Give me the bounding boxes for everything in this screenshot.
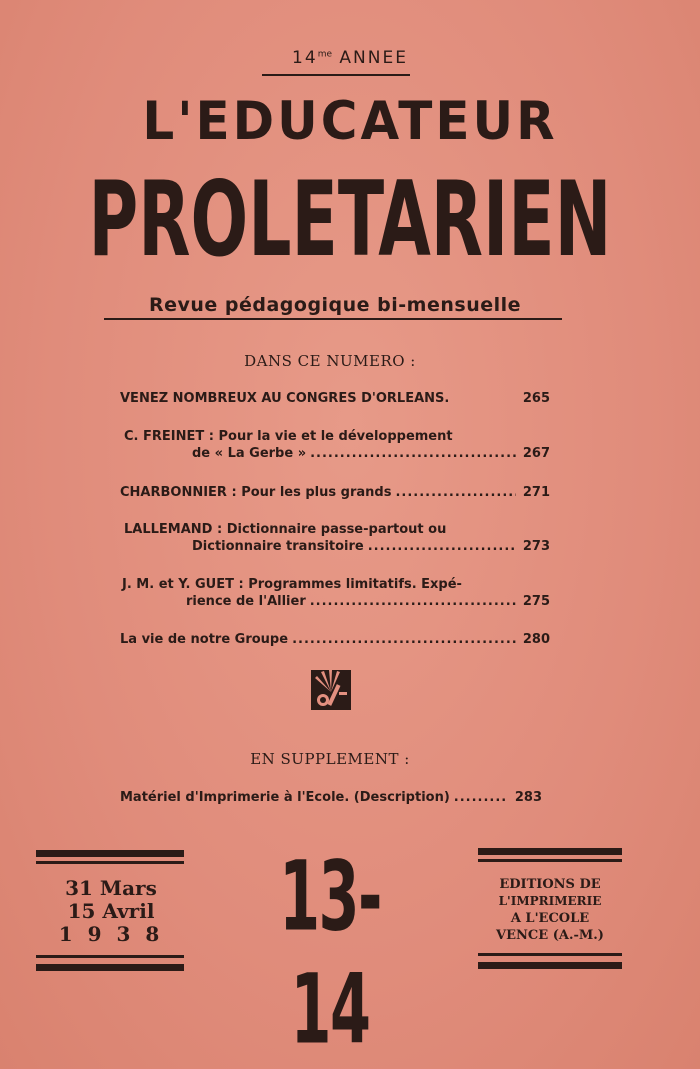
toc-entry-page: 271 — [522, 485, 550, 500]
supplement-heading: EN SUPPLEMENT : — [250, 750, 410, 768]
publisher-line-3: A L'ECOLE — [510, 911, 590, 926]
supplement-entry — [120, 789, 542, 806]
issue-date-line-1: 31 Mars — [65, 876, 157, 900]
year-underline — [262, 74, 410, 76]
toc-entry-title: La vie de notre Groupe — [120, 632, 289, 647]
toc-entry-title: VENEZ NOMBREUX AU CONGRES D'ORLEANS. — [120, 391, 450, 406]
publisher-line-4: VENCE (A.-M.) — [496, 928, 604, 943]
toc-entry-page: 275 — [522, 594, 550, 609]
toc-entry-page: 265 — [522, 391, 550, 406]
contents-heading: DANS CE NUMERO : — [244, 352, 416, 370]
footer-rule-left-bottom — [36, 964, 184, 971]
toc-entry — [120, 576, 550, 610]
footer-rule-left-top-thin — [36, 861, 184, 864]
footer-rule-right-top — [478, 848, 622, 855]
publisher-line-1: EDITIONS DE — [499, 877, 601, 892]
footer-rule-right-bottom-thin — [478, 953, 622, 956]
toc-entry-title-cont: Dictionnaire transitoire — [192, 539, 364, 554]
issue-date-line-2: 15 Avril — [67, 899, 155, 923]
toc-entry — [120, 428, 550, 462]
toc-entry-title-cont: de « La Gerbe » — [192, 446, 307, 461]
toc-entry — [120, 631, 550, 648]
toc-entry — [120, 390, 550, 407]
toc-entry-page: 273 — [522, 539, 550, 554]
footer-rule-left-bottom-thin — [36, 955, 184, 958]
footer-rule-left-top — [36, 850, 184, 857]
printing-press-emblem-icon — [311, 670, 351, 710]
footer-rule-right-bottom — [478, 962, 622, 969]
year-word: ANNEE — [339, 48, 408, 68]
issue-number: 13-14 — [279, 840, 381, 1066]
title-line-2: PROLETARIEN — [88, 160, 612, 280]
toc-entry-page: 267 — [522, 446, 550, 461]
issue-year: 1 9 3 8 — [58, 922, 164, 946]
publisher-line-2: L'IMPRIMERIE — [498, 894, 602, 908]
subtitle: Revue pédagogique bi-mensuelle — [148, 294, 522, 316]
year-suffix: me — [317, 49, 332, 60]
toc-entry-title: LALLEMAND : Dictionnaire passe-partout ou — [124, 522, 447, 537]
subtitle-underline — [104, 318, 562, 320]
year-label — [0, 48, 700, 68]
title-line-1: L'EDUCATEUR — [142, 90, 558, 152]
year-number: 14 — [292, 48, 318, 68]
toc-entry-title-cont: rience de l'Allier — [186, 594, 306, 609]
toc-entry — [120, 521, 550, 555]
footer-rule-right-top-thin — [478, 859, 622, 862]
toc-entry-title: CHARBONNIER : Pour les plus grands — [120, 485, 392, 500]
supplement-entry-page: 283 — [514, 790, 542, 805]
supplement-entry-title: Matériel d'Imprimerie à l'Ecole. (Description) — [120, 790, 450, 805]
toc-entry-title: J. M. et Y. GUET : Programmes limitatifs. Expé- — [122, 577, 462, 592]
toc-entry-title: C. FREINET : Pour la vie et le développement — [124, 429, 453, 444]
toc-entry — [120, 484, 550, 501]
toc-entry-page: 280 — [522, 632, 550, 647]
